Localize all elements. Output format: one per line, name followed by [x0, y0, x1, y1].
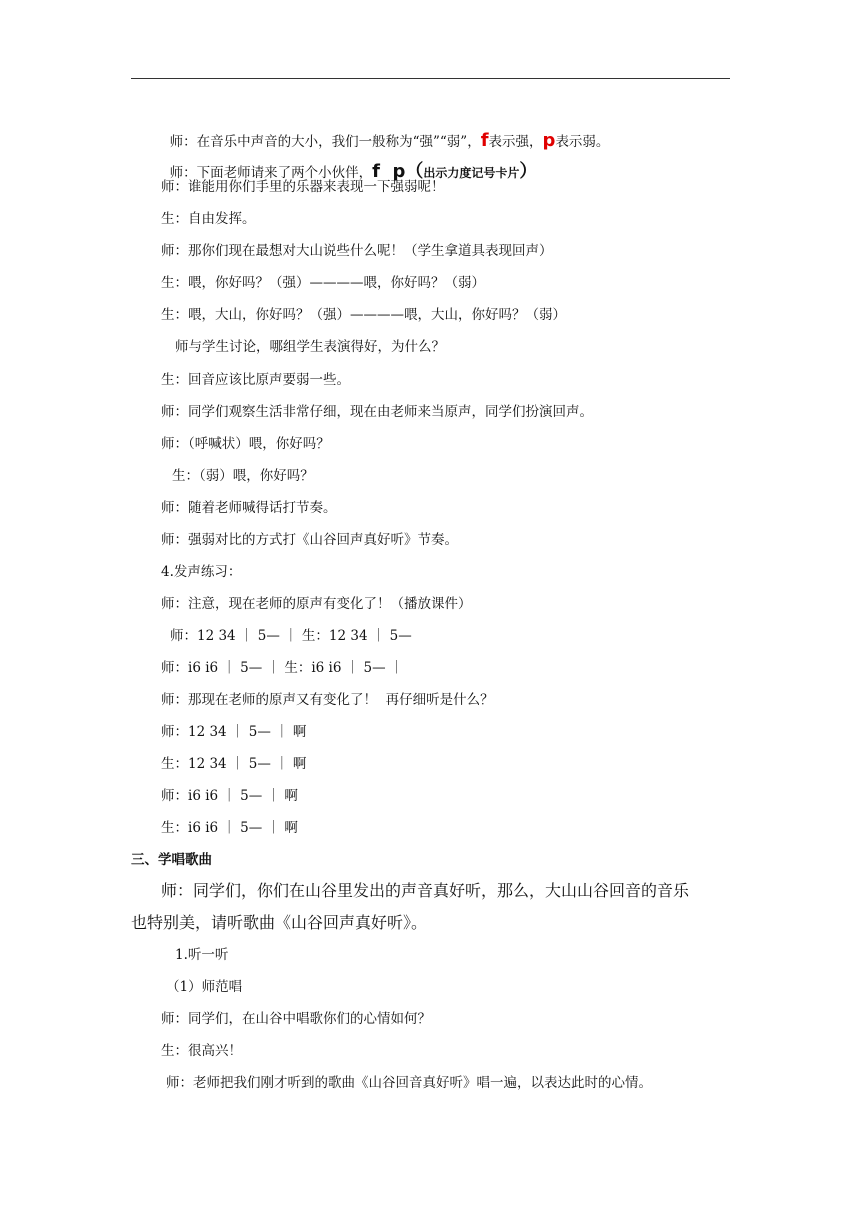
paragraph-line: 师：同学们，你们在山谷里发出的声音真好听，那么，大山山谷回音的音乐 [161, 881, 690, 900]
text-line: 生：回音应该比原声要弱一些。 [161, 372, 350, 388]
line-text: 师：下面老师请来了两个小伙伴， [169, 165, 373, 181]
text-line: 师：老师把我们刚才听到的歌曲《山谷回音真好听》唱一遍，以表达此时的心情。 [166, 1075, 652, 1091]
notation-line: 师：i6 i6 ｜ 5— ｜ 生：i6 i6 ｜ 5— ｜ [161, 660, 404, 676]
paragraph-line: 也特别美，请听歌曲《山谷回声真好听》。 [131, 913, 428, 932]
text-line: 师：强弱对比的方式打《山谷回声真好听》节奏。 [161, 532, 458, 548]
piano-symbol: p [542, 130, 556, 151]
line-text: 师：在音乐中声音的大小，我们一般称为“强”“弱”， [169, 134, 481, 150]
text-line: 生：喂，你好吗？（强）————喂，你好吗？（弱） [161, 275, 485, 291]
paren-close: ） [519, 161, 538, 182]
paren-open: （ [405, 161, 424, 182]
text-line: 生：（弱）喂，你好吗？ [172, 468, 314, 484]
text-line: 师：随着老师喊得话打节奏。 [161, 500, 337, 516]
text-line [161, 145, 537, 182]
dynamics-symbols: f p [372, 161, 406, 182]
notation-line: 师：12 34 ｜ 5— ｜ 生：12 34 ｜ 5— [170, 628, 412, 644]
text-line: 师：谁能用你们手里的乐器来表现一下强弱呢！ [161, 179, 445, 195]
subheading: （1）师范唱 [166, 979, 243, 995]
text-line: 生：很高兴！ [161, 1043, 242, 1059]
text-line: 师：那你们现在最想对大山说些什么呢！（学生拿道具表现回声） [161, 243, 553, 259]
text-line: 生：喂，大山，你好吗？（强）————喂，大山，你好吗？（弱） [161, 307, 566, 323]
line-text: 表示强， [488, 134, 543, 150]
text-line: 师：同学们观察生活非常仔细，现在由老师来当原声，同学们扮演回声。 [161, 404, 593, 420]
text-line: 师：那现在老师的原声又有变化了！ 再仔细听是什么？ [161, 692, 494, 708]
text-line: 师：（呼喊状）喂，你好吗？ [161, 436, 330, 452]
card-note: 出示力度记号卡片 [423, 166, 520, 180]
forte-symbol: f [480, 130, 489, 151]
text-line: 师：注意，现在老师的原声有变化了！（播放课件） [161, 596, 472, 612]
text-line: 师：同学们，在山谷中唱歌你们的心情如何？ [161, 1011, 431, 1027]
text-line: 4.发声练习： [161, 564, 242, 580]
text-line: 师与学生讨论，哪组学生表演得好，为什么？ [175, 339, 445, 355]
notation-line: 师：12 34 ｜ 5— ｜ 啊 [161, 724, 307, 740]
subheading: 1.听一听 [175, 947, 229, 963]
header-rule [131, 78, 730, 79]
line-text: 表示弱。 [555, 134, 610, 150]
text-line: 生：自由发挥。 [161, 211, 256, 227]
notation-line: 生：12 34 ｜ 5— ｜ 啊 [161, 756, 307, 772]
section-heading: 三、学唱歌曲 [131, 852, 212, 868]
notation-line: 师：i6 i6 ｜ 5— ｜ 啊 [161, 788, 298, 804]
notation-line: 生：i6 i6 ｜ 5— ｜ 啊 [161, 820, 298, 836]
